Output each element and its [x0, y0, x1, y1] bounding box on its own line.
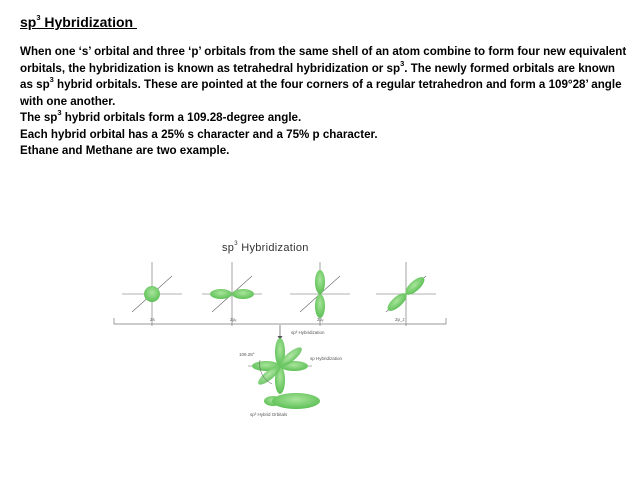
intro-paragraph: When one ‘s’ orbital and three ‘p’ orbitals from the same shell of an atom combine to form four new equivalent orbitals, the hybridization is known as tetrahedral hybridization or $sp^3$. The newly formed orbitals are known as $sp^3$ hybrid orbitals. These are pointed at the four corners of a regular tetrahedron and form a 109°28’ angle with one another.	[20, 45, 627, 108]
angle-statement: The $sp^3$ hybrid orbitals form a 109.28-degree angle.	[20, 108, 302, 124]
examples-statement: Ethane and Methane are two example.	[20, 144, 230, 157]
orbital-label-2px: 2pₓ	[230, 317, 237, 322]
character-statement: Each hybrid orbital has a 25% s character and a 75% p character.	[20, 127, 378, 141]
hybrid-orbitals-diagram	[248, 338, 312, 394]
figure-title: $sp^3$ Hybridization	[222, 241, 309, 254]
angle-label: 109.28°	[239, 352, 255, 357]
sp3-hybridization-figure	[110, 238, 455, 428]
bottom-label: sp³ Hybrid Orbitals	[250, 412, 288, 417]
orbital-label-2s: 2s	[150, 317, 155, 322]
body-text	[20, 44, 630, 160]
page-title: $sp^3$ Hybridization	[20, 13, 137, 30]
arrow-label: sp³ Hybridization	[291, 330, 325, 335]
side-label: sp Hybridization	[310, 356, 343, 361]
single-hybrid-orbital	[264, 393, 320, 409]
orbital-label-2py: 2pᵧ	[317, 317, 324, 322]
pz-orbital-diagram	[376, 262, 436, 326]
orbital-label-2pz: 2p_z	[395, 317, 405, 322]
